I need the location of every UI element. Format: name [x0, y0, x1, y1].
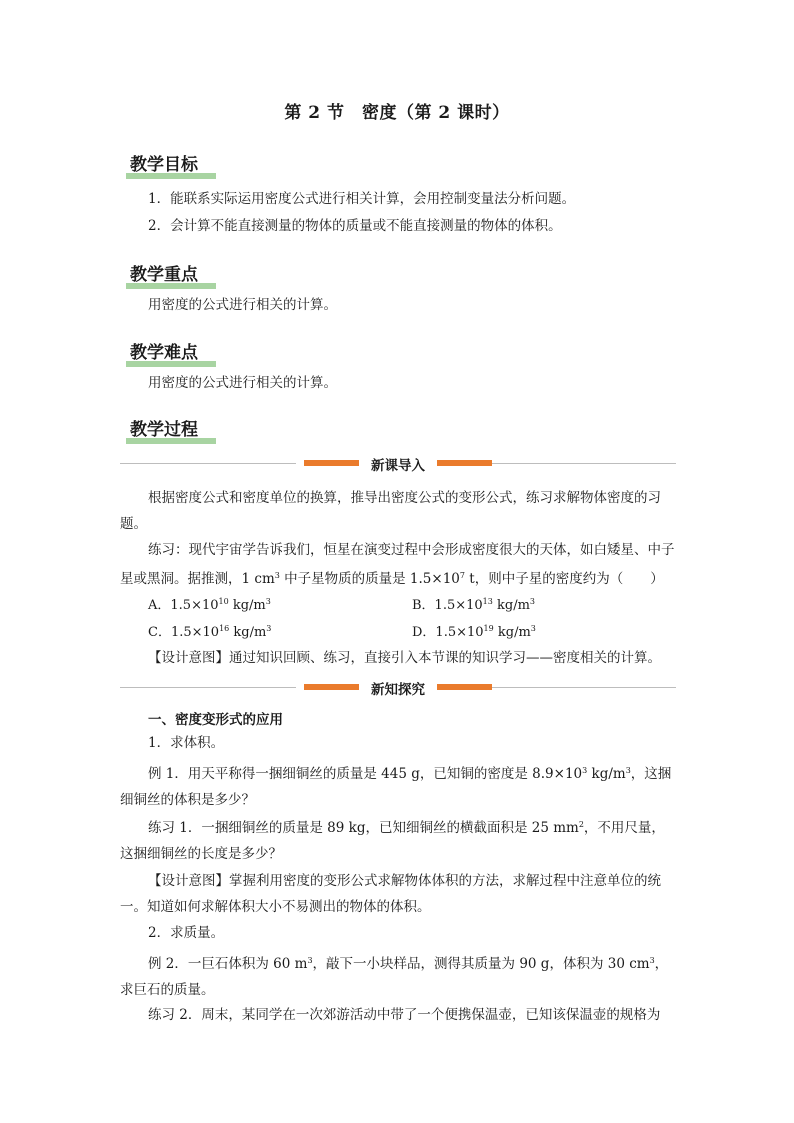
difficulty-text: 用密度的公式进行相关的计算。 — [148, 375, 337, 391]
section-heading-key: 教学重点 — [126, 260, 198, 285]
page-title: 第 2 节 密度（第 2 课时） — [284, 103, 510, 123]
section-heading-difficulty: 教学难点 — [126, 338, 198, 363]
option-b: B．$1.5\times 10^{13}$ $kg/m^3$ — [412, 597, 535, 613]
option-d: D．$1.5\times 10^{19}$ $kg/m^3$ — [412, 624, 536, 640]
section-heading-process: 教学过程 — [126, 415, 198, 440]
option-c: C．$1.5\times 10^{16}$ $kg/m^3$ — [148, 624, 272, 640]
key-text: 用密度的公式进行相关的计算。 — [148, 297, 337, 313]
divider-accent — [304, 460, 359, 466]
divider-accent — [304, 684, 359, 690]
divider-rule — [120, 687, 296, 688]
divider-accent — [437, 460, 492, 466]
divider-rule — [492, 463, 676, 464]
practice-1: 练习 1．一捆细铜丝的质量是 89 kg，已知细铜丝的横截面积是 25 $mm^2$，不用尺量，这捆细铜丝的长度是多少？ — [120, 820, 665, 862]
intro-paragraph: 根据密度公式和密度单位的换算，推导出密度公式的变形公式，练习求解物体密度的习题。 — [120, 490, 661, 532]
subsection-heading: 一、密度变形式的应用 — [148, 712, 283, 728]
divider-label: 新知探究 — [371, 682, 425, 698]
intro-exercise: 练习：现代宇宙学告诉我们，恒星在演变过程中会形成密度很大的天体，如白矮星、中子星或黑洞。据推测，1 $cm^3$ 中子星物质的质量是 $1.5\times 10^7$ t，则中子星的密度约为（ ） — [120, 542, 675, 587]
example-1: 例 1．用天平称得一捆细铜丝的质量是 445 g，已知铜的密度是 $8.9\times 10^3$ $kg/m^3$，这捆细铜丝的体积是多少？ — [120, 766, 672, 808]
design-intent-1: 【设计意图】掌握利用密度的变形公式求解物体体积的方法，求解过程中注意单位的统一。知道如何求解体积大小不易测出的物体的体积。 — [120, 873, 661, 915]
example-2: 例 2．一巨石体积为 60 $m^3$，敲下一小块样品，测得其质量为 90 g，体积为 30 $cm^3$，求巨石的质量。 — [120, 956, 669, 998]
item-mass: 2．求质量。 — [148, 925, 225, 941]
goal-item: 1．能联系实际运用密度公式进行相关计算，会用控制变量法分析问题。 — [148, 191, 576, 207]
divider-label: 新课导入 — [371, 458, 425, 474]
divider-rule — [120, 463, 296, 464]
item-volume: 1．求体积。 — [148, 735, 225, 751]
goal-item: 2．会计算不能直接测量的物体的质量或不能直接测量的物体的体积。 — [148, 218, 562, 234]
practice-2: 练习 2．周末，某同学在一次郊游活动中带了一个便携保温壶，已知该保温壶的规格为 — [148, 1007, 661, 1023]
divider-rule — [492, 687, 676, 688]
section-heading-goals: 教学目标 — [126, 150, 198, 175]
divider-explore — [120, 680, 676, 698]
divider-intro — [120, 456, 676, 474]
intro-design-intent: 【设计意图】通过知识回顾、练习，直接引入本节课的知识学习——密度相关的计算。 — [148, 650, 661, 666]
option-a: A．$1.5\times 10^{10}$ $kg/m^3$ — [148, 597, 271, 613]
divider-accent — [437, 684, 492, 690]
